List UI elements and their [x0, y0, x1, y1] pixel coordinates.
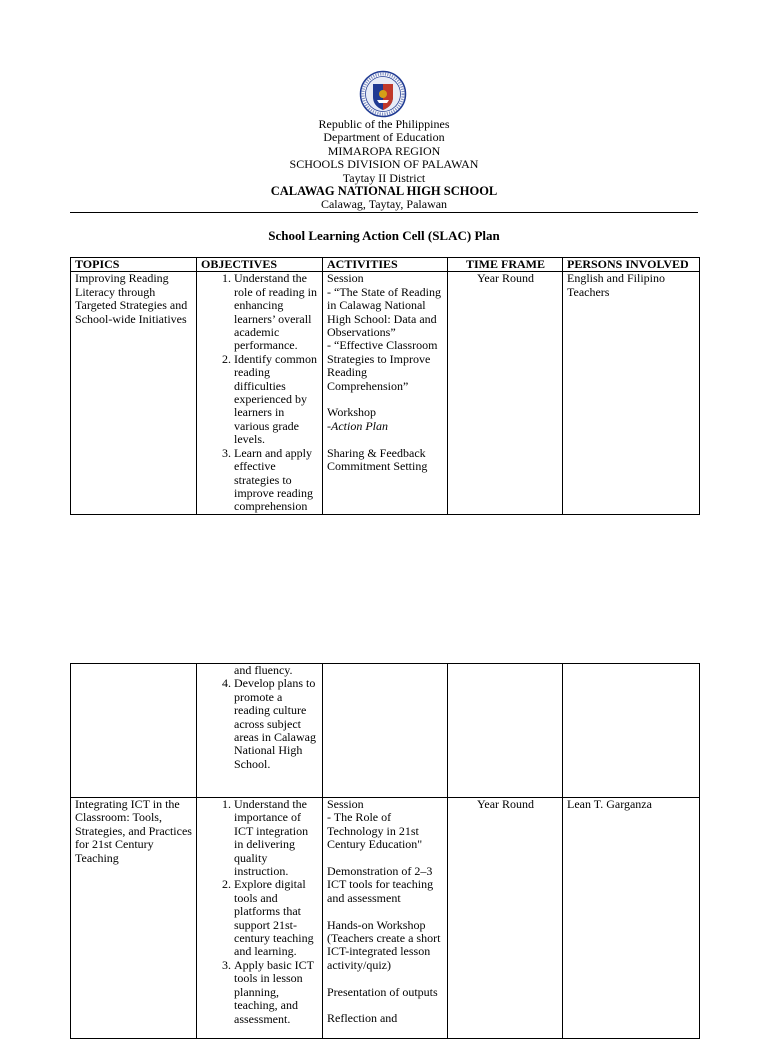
header-line-department: Department of Education: [323, 130, 445, 145]
document-title: School Learning Action Cell (SLAC) Plan: [268, 228, 500, 243]
school-name: CALAWAG NATIONAL HIGH SCHOOL: [270, 183, 498, 198]
header-divider: [70, 212, 698, 213]
activities-cell: [323, 664, 448, 798]
column-header-activities: ACTIVITIES: [323, 258, 448, 272]
time-frame-cell: Year Round: [448, 272, 563, 514]
activity-line: - The Role of Technology in 21st Century Education": [327, 810, 423, 852]
objective-continuation: and fluency.: [234, 663, 293, 677]
activities-cell: [323, 272, 448, 514]
topic-cell: Improving Reading Literacy through Targeted Strategies and School-wide Initiatives: [71, 272, 197, 514]
objective-item: 2. Identify common reading difficulties experienced by learners in various grade levels.: [234, 353, 319, 447]
persons-involved-cell: [563, 664, 700, 798]
column-header-objectives: OBJECTIVES: [197, 258, 323, 272]
activities-cell: [323, 798, 448, 1039]
header-line-division: SCHOOLS DIVISION OF PALAWAN: [289, 157, 479, 172]
objective-item: 3. Apply basic ICT tools in lesson planning, teaching, and assessment.: [234, 959, 319, 1026]
table-row: [71, 664, 700, 798]
activity-line: Session: [327, 271, 364, 286]
activity-line: Reflection and: [327, 1011, 398, 1026]
slac-plan-table-page-2: [70, 663, 700, 1039]
activity-line: -Action Plan: [327, 418, 388, 433]
topic-cell: Integrating ICT in the Classroom: Tools, Strategies, and Practices for 21st Century Teaching: [71, 798, 197, 1039]
school-address: Calawag, Taytay, Palawan: [320, 197, 448, 212]
activity-line: Commitment Setting: [327, 459, 428, 474]
activity-line: - “Effective Classroom Strategies to Improve Reading Comprehension”: [327, 338, 438, 393]
objectives-cell: [197, 272, 323, 514]
slac-plan-table-page-1: [70, 257, 700, 515]
column-header-time-frame: TIME FRAME: [448, 258, 563, 272]
topic-cell: [71, 664, 197, 798]
column-header-topics: TOPICS: [71, 258, 197, 272]
header-line-republic: Republic of the Philippines: [318, 117, 450, 131]
objectives-cell: [197, 664, 323, 798]
header-line-region: MIMAROPA REGION: [327, 143, 441, 158]
table-header-row: [71, 258, 700, 272]
objective-item: 1. Understand the role of reading in enhancing learners’ overall academic performance.: [234, 272, 319, 352]
letterhead: [0, 118, 768, 212]
activity-line: Hands-on Workshop (Teachers create a short ICT-integrated lesson activity/quiz): [327, 917, 441, 972]
objective-item: 4. Develop plans to promote a reading culture across subject areas in Calawag National High School.: [234, 677, 319, 771]
time-frame-cell: Year Round: [448, 798, 563, 1039]
time-frame-cell: [448, 664, 563, 798]
deped-seal-logo: [358, 70, 408, 118]
objective-item: 2. Explore digital tools and platforms that support 21st-century teaching and learning.: [234, 878, 319, 958]
activity-line: Presentation of outputs: [327, 984, 438, 999]
objectives-cell: [197, 798, 323, 1039]
persons-involved-cell: Lean T. Garganza: [563, 798, 700, 1039]
activity-line: Workshop: [327, 405, 377, 420]
table-row: [71, 798, 700, 1039]
header-line-district: Taytay II District: [342, 170, 426, 185]
activity-line: Sharing & Feedback: [327, 445, 426, 460]
activity-line: - “The State of Reading in Calawag National High School: Data and Observations”: [327, 284, 441, 340]
persons-involved-cell: English and Filipino Teachers: [563, 272, 700, 514]
column-header-persons-involved: PERSONS INVOLVED: [563, 258, 700, 272]
objective-item: 1. Understand the importance of ICT integration in delivering quality instruction.: [234, 798, 319, 878]
objective-item: 3. Learn and apply effective strategies to improve reading comprehension: [234, 447, 319, 514]
activity-line: Demonstration of 2–3 ICT tools for teaching and assessment: [327, 864, 434, 905]
table-row: [71, 272, 700, 514]
activity-line: Session: [327, 797, 364, 811]
